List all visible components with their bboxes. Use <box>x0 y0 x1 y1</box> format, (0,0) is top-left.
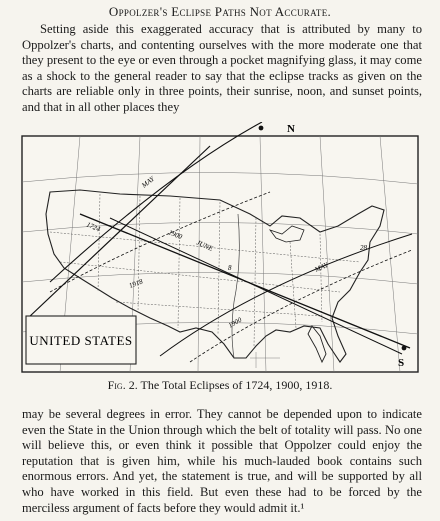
figure-label: Fig. 2. <box>107 378 138 392</box>
north-point-dot <box>259 126 264 131</box>
figure-caption-text: The Total Eclipses of 1724, 1900, 1918. <box>140 378 333 392</box>
south-label: S <box>398 357 405 369</box>
may-2-label: MAY <box>313 260 330 274</box>
year-28-label: 28 <box>360 244 367 252</box>
figure-caption <box>0 378 440 393</box>
north-label: N <box>287 123 295 135</box>
year-1900-b-label: 1900 <box>227 315 244 330</box>
year-1724-label: 1724 <box>85 220 102 234</box>
may-label: MAY <box>140 174 156 190</box>
paragraph-bottom: may be several degrees in error. They cannot be depended upon to indicate even the State in the Union through which the belt of totality will pass. No one will believe this, or even think it possible that Oppolzer could enjoy the reputation that is given him, while his much-lauded book contains such enormous errors. And yet, the statement is true, and will be supported by all who have worked in this field. But even these had to be forced by the merciless argument of facts before they would admit it.¹ <box>22 407 422 515</box>
june-label: JUNE <box>195 238 215 253</box>
south-point-dot <box>402 346 407 351</box>
eclipse-map <box>20 122 420 374</box>
year-1918-label: 1918 <box>127 277 144 290</box>
map-title: UNITED STATES <box>29 333 133 348</box>
paragraph-top: Setting aside this exaggerated accuracy that is attributed by many to Oppolzer's charts, and contenting ourselves with the more moderate one that they present to the eye or even through a pocket magnifying glass, it may come as a shock to the general reader to say that the eclipse tracks as given on the charts are reliable only in three points, their sunrise, noon, and sunset points, and that in all other places they <box>22 22 422 114</box>
running-head: Oppolzer's Eclipse Paths Not Accurate. <box>108 4 332 19</box>
year-1900-label: 1900 <box>167 228 184 242</box>
year-8-label: 8 <box>228 264 232 272</box>
